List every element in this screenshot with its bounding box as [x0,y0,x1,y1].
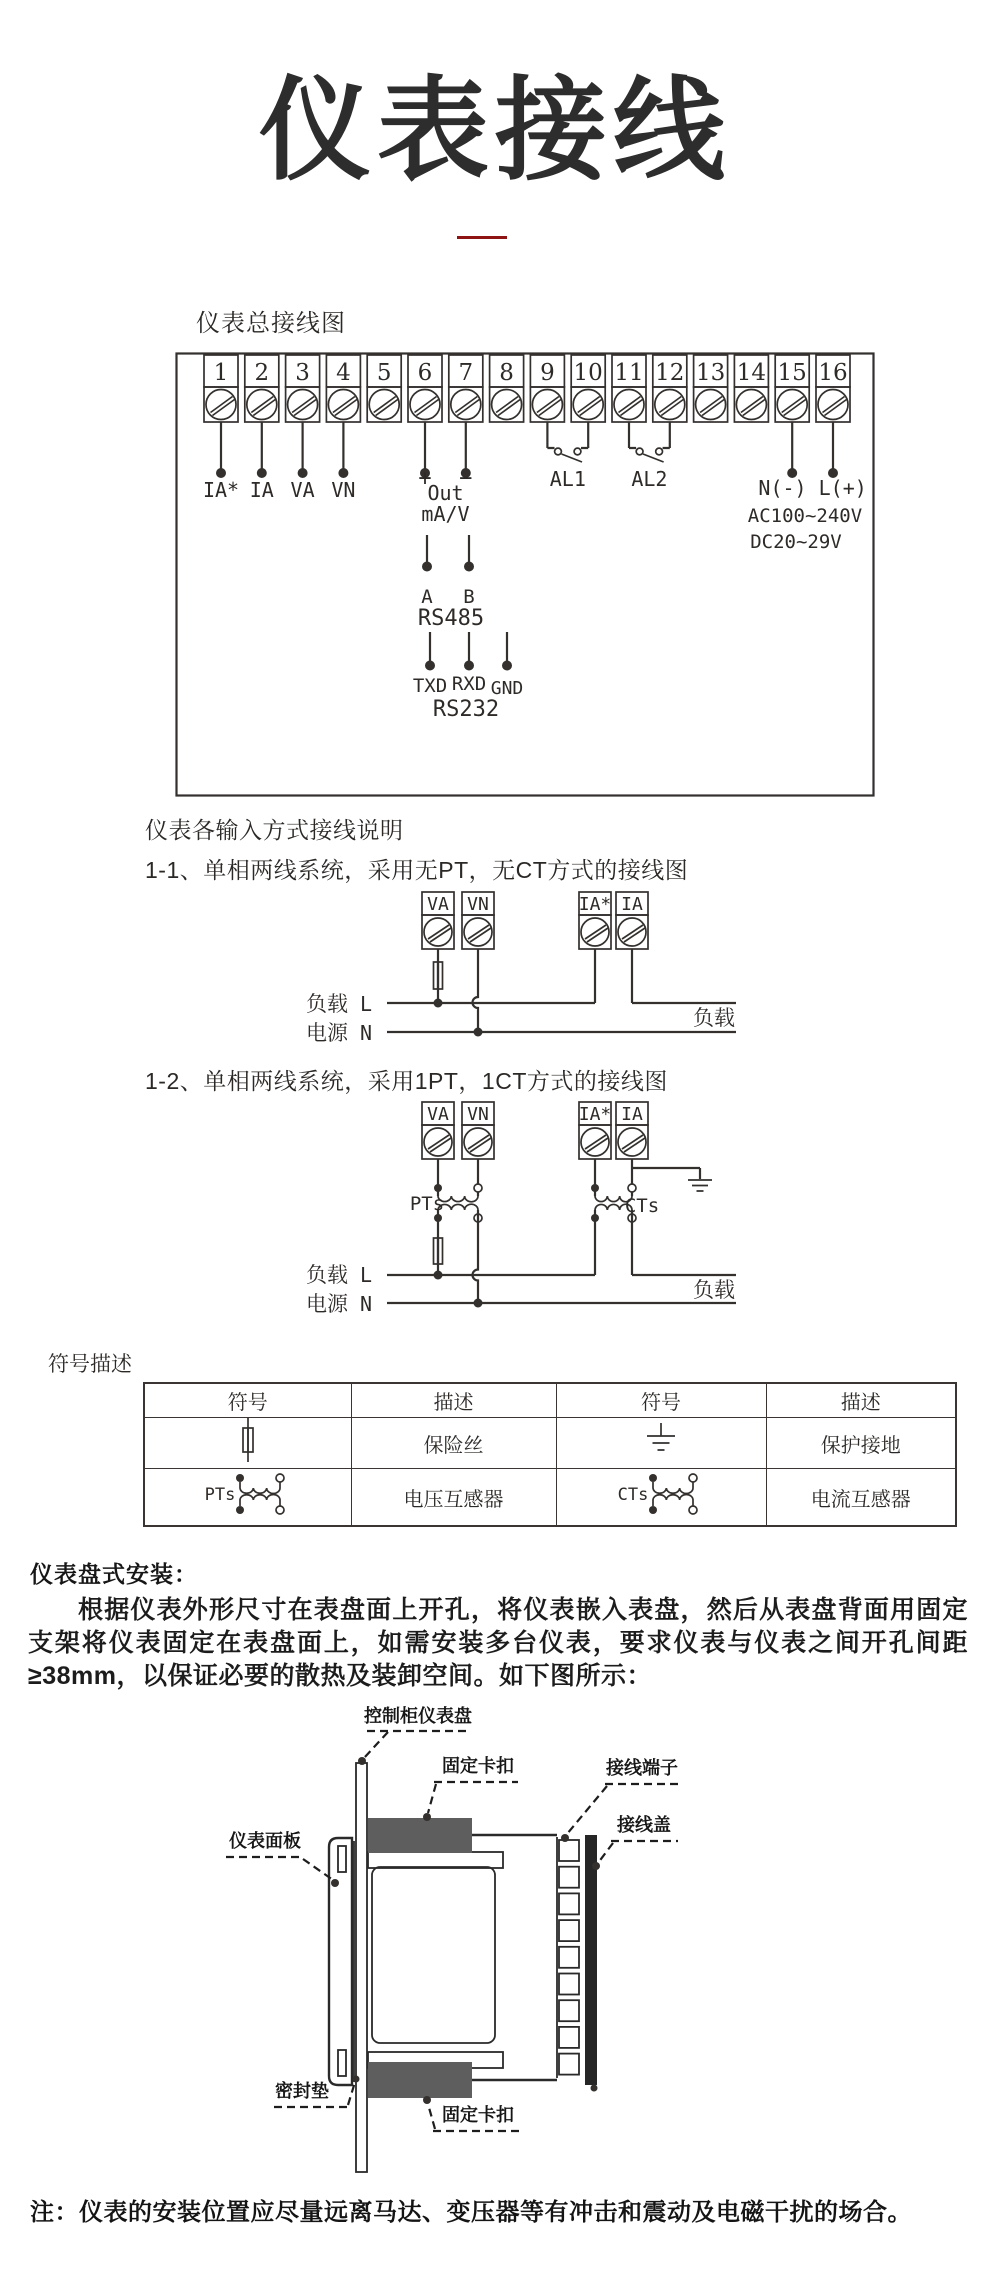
label-dc-range: DC20~29V [750,531,842,553]
terminal-number: 4 [336,360,351,386]
label-out: Out [427,481,464,505]
col-desc-1: 描述 [351,1383,556,1418]
page-title: 仪表接线 [259,68,731,193]
alarm-relay-1 [547,422,588,491]
terminal-label-ia-star: IA* [578,894,612,915]
main-wiring-diagram [175,352,875,797]
mode1-source-left: 电源 [306,1022,348,1045]
symbol-table [143,1382,957,1527]
symbol-row-2 [144,1469,956,1527]
modes-heading: 仪表各输入方式接线说明 [145,817,404,843]
mode1-load-left: 负载 [306,993,348,1016]
terminal-number: 9 [540,360,555,386]
fixing-clip-bottom [368,2062,472,2098]
label-clip-bottom: 固定卡扣 [442,2105,514,2125]
mode2-load-right: 负载 [693,1279,735,1302]
label-rxd: RXD [451,673,487,695]
clip-rail-top [368,1852,503,1868]
label-txd: TXD [412,675,448,697]
terminal-number: 3 [295,360,310,386]
symbol-row-1 [144,1418,956,1469]
label-vn: VN [331,478,356,502]
terminal-label-ia: IA [621,894,643,915]
mode1-terminals [422,892,648,949]
label-gnd: GND [490,678,524,699]
ct-icon-label: CTs [617,1485,649,1505]
callout-clip-bottom [423,2096,520,2131]
col-desc-2: 描述 [766,1383,956,1418]
label-ia: IA [249,478,274,502]
terminal-number: 11 [614,360,644,386]
pt-icon [186,1469,310,1519]
wiring-cover-bar [585,1835,597,2085]
label-cts: CTs [624,1195,660,1217]
meter-body [368,1818,557,2098]
terminal-number: 7 [458,360,474,386]
callout-clip-top [423,1755,518,1821]
terminal-number: 14 [736,360,767,386]
installation-diagram [150,1700,720,2190]
pt-desc: 电压互感器 [351,1469,556,1527]
terminal-number: 1 [213,360,229,386]
measure-input-wires [203,422,356,502]
fuse-symbol-cell [144,1418,351,1469]
terminal-number: 2 [254,360,270,386]
installation-paragraph: 根据仪表外形尺寸在表盘面上开孔，将仪表嵌入表盘，然后从表盘背面用固定支架将仪表固定在表盘面上，如需安装多台仪表，要求仪表与仪表之间开孔间距≥38mm，以保证必要的散热及装卸空间。如下图所示： [28,1596,968,1690]
analog-output [418,422,472,526]
terminal-number: 6 [417,360,433,386]
installation-heading: 仪表盘式安装： [30,1561,198,1587]
terminal-number: 15 [777,360,807,386]
meter-side-window [372,1867,495,2043]
fuse-icon [230,1418,266,1462]
bottom-note: 注：仪表的安装位置应尽量远离马达、变压器等有冲击和震动及电磁干扰的场合。 [30,2199,912,2226]
label-pts: PTs [409,1193,445,1215]
terminal-strip [557,1835,598,2092]
label-al1: AL1 [549,467,586,491]
label-va: VA [290,478,315,502]
mode2-source-left: 电源 [306,1293,348,1316]
callout-gasket [274,2076,360,2108]
terminal-number: 16 [818,360,848,386]
symbol-table-header [144,1383,956,1418]
label-ac-range: AC100~240V [747,505,863,527]
label-rs485-a: A [421,586,433,608]
mode1-title: 1-1、单相两线系统，采用无PT，无CT方式的接线图 [145,857,689,883]
front-panel-bezel [329,1838,354,2085]
mode1-wiring [387,949,736,1037]
mode2-line-l: L [359,1263,373,1287]
terminal-label-va: VA [427,894,449,915]
fixing-clip-top [368,1818,472,1853]
mode1-load-right: 负载 [693,1007,735,1030]
label-al2: AL2 [631,467,668,491]
wiring-diagram-1-2 [180,1100,760,1345]
rs232-port [413,632,523,722]
terminal-label-va: VA [427,1104,449,1125]
label-front-panel: 仪表面板 [229,1831,301,1851]
ground-icon [643,1421,679,1459]
label-power-terminals: N(-) L(+) [758,476,867,500]
pt-transformer [410,1159,482,1222]
terminal-block [204,355,850,422]
terminal-number: 5 [376,360,392,386]
terminal-label-ia: IA [621,1104,643,1125]
label-clip-top: 固定卡扣 [442,1756,514,1776]
ground-symbol-cell [556,1418,766,1469]
wiring-diagram-1-1 [180,890,760,1055]
mode2-line-n: N [359,1292,373,1316]
terminal-number: 12 [655,360,685,386]
label-rs485-b: B [463,586,475,608]
col-symbol-1: 符号 [144,1383,351,1418]
mode1-line-l: L [359,992,373,1016]
fuse-desc: 保险丝 [351,1418,556,1469]
alarm-relay-2 [629,422,670,491]
main-diagram-heading: 仪表总接线图 [196,310,346,337]
terminal-label-ia-star: IA* [578,1104,612,1125]
terminal-label-vn: VN [467,894,489,915]
label-cabinet-panel: 控制柜仪表盘 [364,1706,472,1726]
mode2-wiring [387,1210,736,1308]
power-input [748,422,867,553]
symbol-table-heading: 符号描述 [48,1353,132,1376]
rs485-port [418,535,484,631]
label-out-minus: − [459,466,473,491]
pt-symbol-cell [144,1469,351,1527]
label-terminals: 接线端子 [606,1758,678,1778]
mode2-terminals [422,1102,648,1159]
title-underline [457,236,507,239]
label-gasket: 密封垫 [275,2081,329,2101]
ground-symbol [688,1180,712,1191]
ground-branch [632,1168,712,1191]
label-rs232: RS232 [432,697,500,722]
callout-cover [592,1814,678,1870]
terminal-number: 13 [695,360,726,386]
label-out-plus: + [418,466,432,491]
terminal-label-vn: VN [467,1104,489,1125]
ground-desc: 保护接地 [766,1418,956,1469]
col-symbol-2: 符号 [556,1383,766,1418]
mode2-load-left: 负载 [306,1264,348,1287]
callout-front-panel [226,1830,339,1887]
terminal-number: 10 [573,360,603,386]
mode1-line-n: N [359,1021,373,1045]
pt-icon-label: PTs [204,1485,236,1505]
ct-symbol-cell [556,1469,766,1527]
cabinet-panel-bar [356,1763,367,2172]
label-mav: mA/V [421,502,470,526]
label-rs485: RS485 [417,606,485,631]
terminal-number: 8 [499,360,514,386]
ct-icon [599,1469,723,1519]
ct-desc: 电流互感器 [766,1469,956,1527]
label-cover: 接线盖 [617,1815,671,1835]
mode2-title: 1-2、单相两线系统，采用1PT，1CT方式的接线图 [145,1068,668,1094]
label-ia-star: IA* [202,478,240,502]
